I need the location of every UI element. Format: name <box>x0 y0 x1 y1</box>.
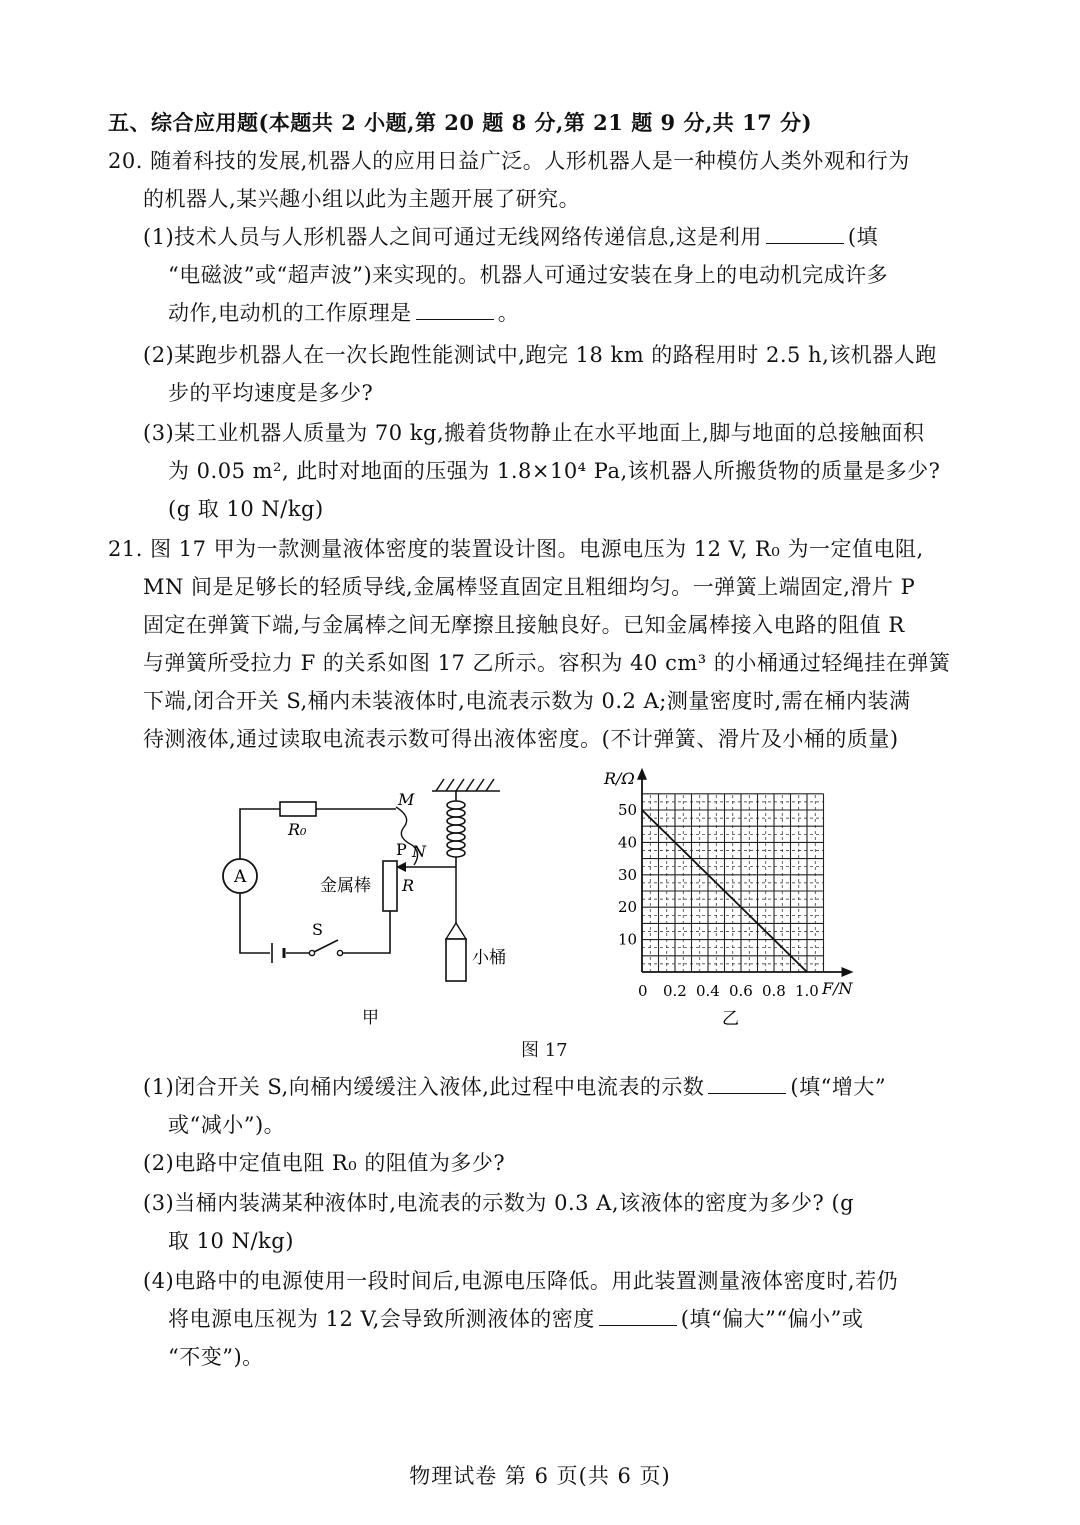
answer-blank[interactable] <box>416 301 494 320</box>
chart-ticks <box>618 801 819 1000</box>
q20-part1-hint: (填 <box>847 225 879 249</box>
q21-part3-line-1: (3)当桶内装满某种液体时,电流表的示数为 0.3 A,该液体的密度为多少? (g <box>143 1191 855 1215</box>
q20-part2-line-1: (2)某跑步机器人在一次长跑性能测试中,跑完 18 km 的路程用时 2.5 h,该机器人跑 <box>143 343 937 367</box>
label-ammeter: A <box>234 867 247 887</box>
q21-part1-line-2: 或“减小”)。 <box>168 1113 286 1137</box>
x-tick-label: 0.6 <box>729 982 753 1000</box>
figure-caption: 图 17 <box>521 1040 568 1061</box>
chart-axes <box>637 768 854 977</box>
answer-blank[interactable] <box>708 1075 786 1094</box>
q21-stem-line-1: 21. 图 17 甲为一款测量液体密度的装置设计图。电源电压为 12 V, R₀ 为一定值电阻, <box>108 537 924 561</box>
chart-grid <box>642 794 824 972</box>
x-tick-label: 1.0 <box>795 982 819 1000</box>
y-axis-arrow <box>637 768 647 780</box>
q20-part1-text-2: 动作,电动机的工作原理是 <box>168 301 412 325</box>
answer-blank[interactable] <box>599 1307 677 1326</box>
label-n: N <box>412 842 426 861</box>
q21-part4-line-3: “不变”)。 <box>168 1345 264 1369</box>
q21-part4-hint: (填“偏大”“偏小”或 <box>680 1307 864 1331</box>
q20-stem-line-1: 20. 随着科技的发展,机器人的应用日益广泛。人形机器人是一种模仿人类外观和行为 <box>108 149 910 173</box>
q21-stem-line-5: 下端,闭合开关 S,桶内未装液体时,电流表示数为 0.2 A;测量密度时,需在桶内装满 <box>143 689 911 713</box>
x-axis-arrow <box>842 967 854 977</box>
y-tick-label: 50 <box>618 801 638 819</box>
q21-part1-hint: (填“增大” <box>790 1075 887 1099</box>
q20-part1-end: 。 <box>497 301 520 325</box>
q21-stem-line-6: 待测液体,通过读取电流表示数可得出液体密度。(不计弹簧、滑片及小桶的质量) <box>143 727 899 751</box>
q21-stem-line-4: 与弹簧所受拉力 F 的关系如图 17 乙所示。容积为 40 cm³ 的小桶通过轻绳挂在弹簧 <box>143 651 951 675</box>
resistor-r0 <box>280 802 316 816</box>
metal-rod <box>383 861 397 911</box>
switch-s <box>309 940 342 956</box>
y-axis-label: R/Ω <box>604 769 635 788</box>
label-r: R <box>402 876 415 895</box>
y-tick-label: 20 <box>618 898 638 917</box>
answer-blank[interactable] <box>766 225 844 244</box>
y-tick-label: 30 <box>618 865 638 884</box>
q20-part3-line-1: (3)某工业机器人质量为 70 kg,搬着货物静止在水平地面上,脚与地面的总接触面积 <box>143 421 925 445</box>
q20-stem-line-2: 的机器人,某兴趣小组以此为主题开展了研究。 <box>143 187 581 211</box>
section-heading: 五、综合应用题(本题共 2 小题,第 20 题 8 分,第 21 题 9 分,共 17 分) <box>108 110 813 135</box>
slider-p <box>396 862 456 872</box>
q21-part4-line-2 <box>168 1304 863 1334</box>
q21-part3-line-2: 取 10 N/kg) <box>168 1229 294 1253</box>
caption-yi: 乙 <box>722 1009 739 1029</box>
q20-part3-line-2: 为 0.05 m², 此时对地面的压强为 1.8×10⁴ Pa,该机器人所搬货物的质量是多少? <box>168 459 941 483</box>
battery <box>272 943 284 963</box>
q21-stem-line-2: MN 间是足够长的轻质导线,金属棒竖直固定且粗细均匀。一弹簧上端固定,滑片 P <box>143 575 916 599</box>
x-tick-label: 0.8 <box>762 982 786 1000</box>
caption-jia: 甲 <box>362 1008 379 1028</box>
label-p: P <box>396 840 407 859</box>
q20-part1-line-1 <box>143 222 878 252</box>
rf-chart <box>600 762 880 1032</box>
circuit-diagram <box>200 765 560 1030</box>
label-bucket: 小桶 <box>472 948 506 968</box>
q20-part1-line-2: “电磁波”或“超声波”)来实现的。机器人可通过安装在身上的电动机完成许多 <box>168 263 889 287</box>
q21-part4-text: 将电源电压视为 12 V,会导致所测液体的密度 <box>168 1307 595 1331</box>
label-s: S <box>312 920 323 939</box>
y-tick-label: 10 <box>618 930 638 949</box>
bucket <box>446 923 466 981</box>
x-tick-label: 0.4 <box>696 982 720 1000</box>
x-tick-label: 0 <box>638 982 648 1000</box>
ceiling-support <box>432 779 500 791</box>
q20-part1-line-3 <box>168 298 519 328</box>
spring <box>447 791 465 867</box>
q21-stem-line-3: 固定在弹簧下端,与金属棒之间无摩擦且接触良好。已知金属棒接入电路的阻值 R <box>143 613 905 637</box>
x-axis-label: F/N <box>822 979 853 998</box>
q21-part2-line: (2)电路中定值电阻 R₀ 的阻值为多少? <box>143 1151 506 1175</box>
q20-part2-line-2: 步的平均速度是多少? <box>168 381 374 405</box>
q21-part1-line-1 <box>143 1072 886 1102</box>
x-tick-label: 0.2 <box>663 982 687 1000</box>
q20-part3-line-3: (g 取 10 N/kg) <box>168 497 324 521</box>
label-r0: R₀ <box>288 820 307 839</box>
y-tick-label: 40 <box>618 833 638 852</box>
page-footer: 物理试卷 第 6 页(共 6 页) <box>409 1464 671 1488</box>
q21-part1-text: (1)闭合开关 S,向桶内缓缓注入液体,此过程中电流表的示数 <box>143 1075 705 1099</box>
label-rod: 金属棒 <box>320 876 371 896</box>
label-m: M <box>398 790 415 809</box>
q20-part1-text: (1)技术人员与人形机器人之间可通过无线网络传递信息,这是利用 <box>143 225 762 249</box>
q21-part4-line-1: (4)电路中的电源使用一段时间后,电源电压降低。用此装置测量液体密度时,若仍 <box>143 1269 899 1293</box>
